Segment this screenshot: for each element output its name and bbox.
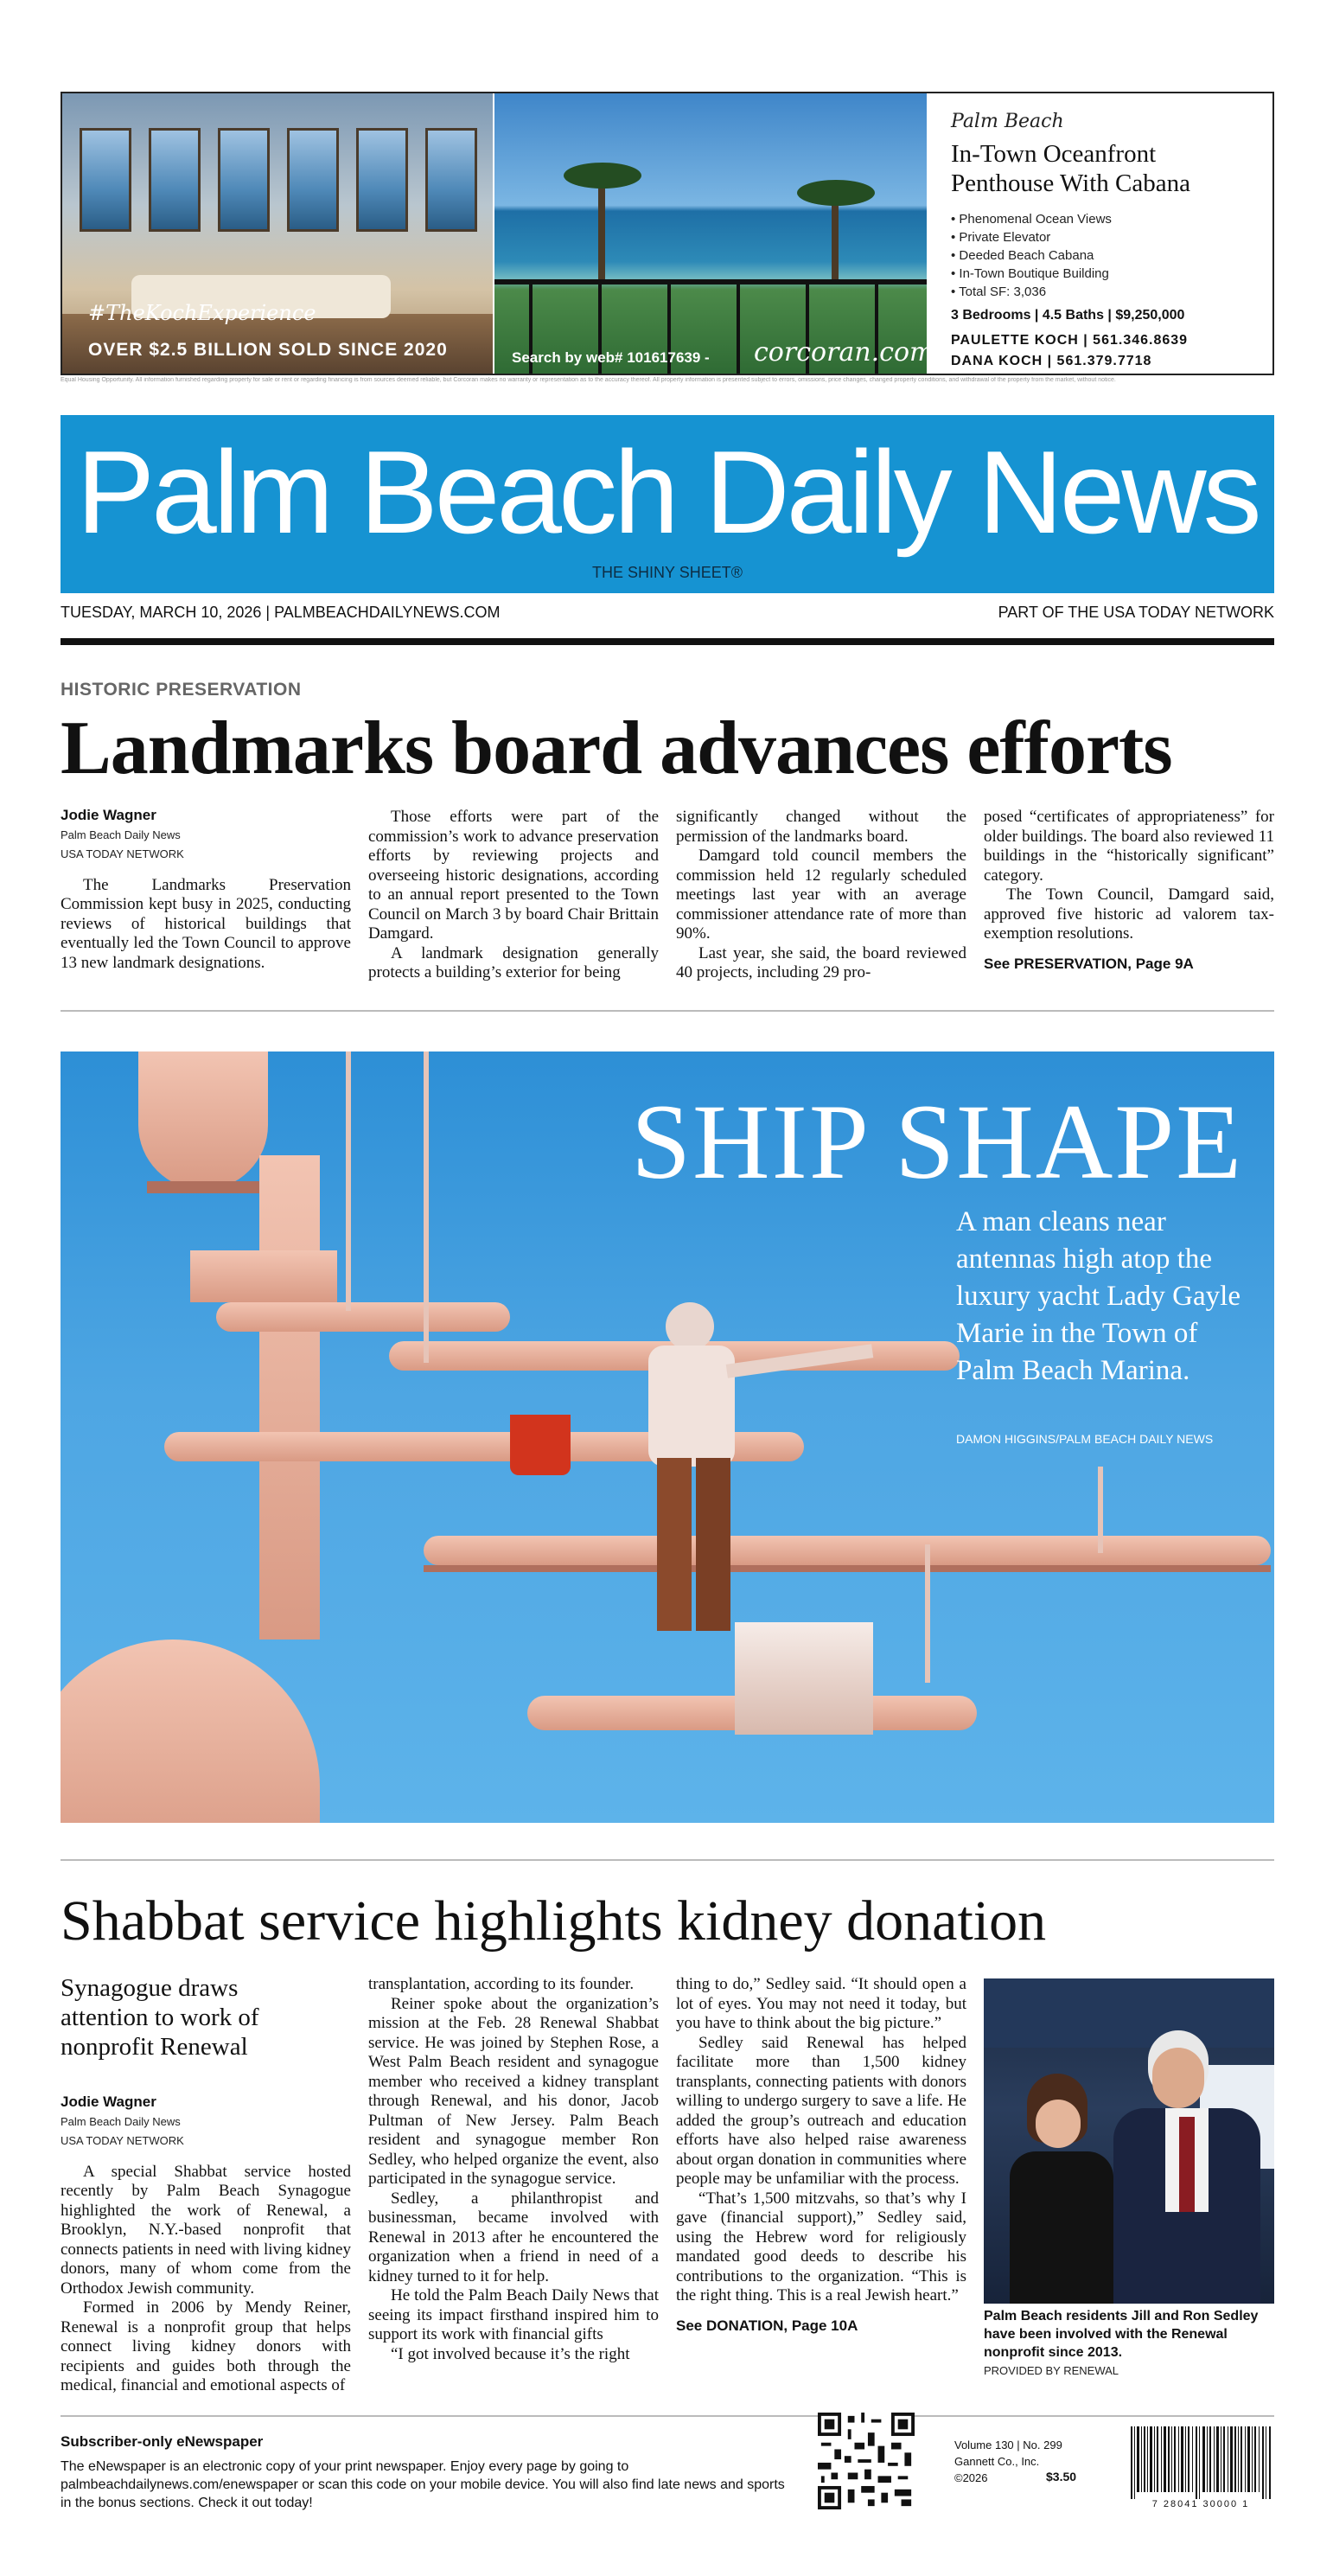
- lead-byline: Jodie Wagner: [61, 807, 156, 823]
- second-paragraph: “I got involved because it’s the right: [391, 2344, 630, 2363]
- lead-paragraph: A landmark designation generally protects a building’s exterior for being: [368, 943, 659, 981]
- ad-sold-tagline: OVER $2.5 BILLION SOLD SINCE 2020: [88, 340, 448, 360]
- photo-credit: DAMON HIGGINS/PALM BEACH DAILY NEWS: [956, 1432, 1214, 1446]
- lead-paragraph: The Landmarks Preservation Commission kept busy in 2025, conducting reviews of historical buildings that eventually led the Town Council to approve 13 new landmark designations.: [61, 875, 351, 972]
- second-paragraph: “That’s 1,500 mitzvahs, so that’s why I gave (financial support),” Sedley said, using the Hebrew word for religiously mandated good deeds to describe his contributions to the organization. “This is the right thing. This is a real Jewish heart.”: [676, 2189, 966, 2304]
- masthead-tagline: THE SHINY SHEET®: [592, 564, 743, 581]
- ad-specs: 3 Bedrooms | 4.5 Baths | $9,250,000: [951, 308, 1185, 323]
- second-paragraph: Formed in 2006 by Mendy Reiner, Renewal is a nonprofit group that helps connect living kidney donors with recipients and guides both through the medical, financial and emotional aspects of: [61, 2298, 351, 2394]
- second-paragraph: Reiner spoke about the organization’s mission at the Feb. 28 Renewal Shabbat service. He was joined by Stephen Rose, a West Palm Beach resident and synagogue member who received a kidney transplant through Renewal, and his donor, Jacob Pultman of New Jersey. Palm Beach resident and synagogue member Ron Sedley, who helped organize the event, also participated in the synagogue service.: [368, 1994, 659, 2188]
- ad-ocean-photo: [494, 93, 927, 374]
- price: $3.50: [1046, 2470, 1077, 2483]
- ad-interior-photo: [62, 93, 493, 374]
- second-paragraph: transplantation, according to its founder.: [368, 1975, 635, 1993]
- lead-paragraph: posed “certificates of appropriateness” for older buildings. The board also reviewed 11 buildings in the “historically significant” category.: [984, 808, 1274, 885]
- second-byline-pub: Palm Beach Daily News: [61, 2114, 181, 2128]
- enewspaper-title: Subscriber-only eNewspaper: [61, 2433, 264, 2450]
- second-column-3: [676, 1975, 966, 2336]
- lead-kicker: HISTORIC PRESERVATION: [61, 680, 302, 700]
- ad-disclaimer: Equal Housing Opportunity. All information furnished regarding property for sale or rent or regarding financing is from sources deemed reliable, but Corcoran makes no warranty or representation as to the accuracy thereof. All property information is presented subject to errors, omissions, price changes, changed property conditions, and withdrawal of the property from the market, without notice.: [61, 377, 1116, 383]
- second-paragraph: Sedley said Renewal has helped facilitate more than 1,500 kidney transplants, connecting patients with donors willing to undergo surgery to save a life. He added the group’s outreach and education efforts have also helped raise awareness about organ donation in communities where people may be unfamiliar with the process.: [676, 2033, 966, 2188]
- second-deck: Synagogue draws attention to work of nonprofit Renewal: [61, 1974, 259, 2061]
- ad-title: In-Town Oceanfront Penthouse With Cabana: [951, 140, 1190, 197]
- ad-hashtag: #TheKochExperience: [88, 301, 316, 325]
- lead-jump-link[interactable]: See PRESERVATION, Page 9A: [984, 955, 1194, 972]
- ad-agent-phone: PAULETTE KOCH | 561.346.8639: [951, 333, 1189, 348]
- dateline: TUESDAY, MARCH 10, 2026 | PALMBEACHDAILYNEWS.COM: [61, 604, 501, 621]
- lead-paragraph: Damgard told council members the commission held 12 regularly scheduled meetings last year with an average commissioner attendance rate of more than 90%.: [676, 847, 966, 943]
- masthead-title: Palm Beach Daily News: [76, 426, 1259, 558]
- ad-location: Palm Beach: [951, 111, 1064, 132]
- ad-agent-phone: DANA KOCH | 561.379.7718: [951, 354, 1152, 368]
- network-label: PART OF THE USA TODAY NETWORK: [998, 604, 1274, 621]
- ad-agents: [951, 330, 1271, 372]
- lead-byline-network: USA TODAY NETWORK: [61, 847, 184, 860]
- lead-column-1: [61, 806, 351, 973]
- sedley-photo: [984, 1978, 1274, 2304]
- lead-headline: Landmarks board advances efforts: [61, 706, 1172, 790]
- enewspaper-body: The eNewspaper is an electronic copy of your print newspaper. Enjoy every page by going to palmbeachdailynews.com/enewspaper or scan this code on your mobile device. You will also find late news and sports in the bonus sections. Check it out today!: [61, 2459, 785, 2510]
- section-divider: [61, 1010, 1274, 1012]
- masthead-rule: [61, 638, 1274, 645]
- ad-feature: • In-Town Boutique Building: [951, 265, 1271, 283]
- lead-paragraph: significantly changed without the permission of the landmarks board.: [676, 808, 966, 846]
- ad-web-number: Search by web# 101617639 -: [512, 349, 710, 366]
- second-column-1: [61, 2093, 351, 2396]
- yacht-photo: [61, 1051, 1274, 1823]
- volume-info: Volume 130 | No. 299 Gannett Co., Inc. ©2026: [954, 2439, 1062, 2484]
- second-jump-link[interactable]: See DONATION, Page 10A: [676, 2317, 858, 2334]
- lead-byline-pub: Palm Beach Daily News: [61, 828, 181, 841]
- sedley-photo-caption: Palm Beach residents Jill and Ron Sedley have been involved with the Renewal nonprofit since 2013.: [984, 2309, 1259, 2360]
- lead-paragraph: The Town Council, Damgard said, approved five historic ad valorem tax-exemption resolutions.: [984, 885, 1274, 943]
- ad-listing-text: [951, 111, 1271, 372]
- second-column-2: [368, 1975, 659, 2364]
- lead-column-2: [368, 808, 659, 983]
- lead-column-4: [984, 808, 1274, 974]
- footer-divider: [61, 2415, 1274, 2417]
- second-byline: Jodie Wagner: [61, 2093, 156, 2110]
- photo-headline: SHIP SHAPE: [631, 1083, 1243, 1201]
- barcode: [1129, 2426, 1272, 2499]
- ad-feature-list: [951, 210, 1271, 301]
- ad-feature: • Total SF: 3,036: [951, 283, 1271, 301]
- second-paragraph: A special Shabbat service hosted recently by Palm Beach Synagogue highlighted the work of Renewal, a Brooklyn, N.Y.-based nonprofit that connects patients in need with living kidney donors, many of whom come from the Orthodox Jewish community.: [61, 2162, 351, 2298]
- lead-column-3: [676, 808, 966, 983]
- real-estate-ad: [61, 92, 1274, 375]
- upc-number: 7 28041 30000 1: [1151, 2499, 1250, 2509]
- lead-paragraph: Last year, she said, the board reviewed 40 projects, including 29 pro-: [676, 943, 966, 981]
- ad-brand-logo: corcoran.com: [754, 337, 934, 368]
- second-headline: Shabbat service highlights kidney donation: [61, 1889, 1047, 1953]
- second-byline-network: USA TODAY NETWORK: [61, 2133, 184, 2147]
- qr-code[interactable]: [818, 2413, 915, 2509]
- second-paragraph: thing to do,” Sedley said. “It should open a lot of eyes. You may not need it today, but you have to think about the big picture.”: [676, 1975, 966, 2032]
- masthead: [61, 415, 1274, 593]
- second-paragraph: He told the Palm Beach Daily News that seeing its impact firsthand inspired him to support its work with financial gifts: [368, 2286, 659, 2343]
- second-paragraph: Sedley, a philanthropist and businessman, became involved with Renewal in 2013 after he encountered the organization when a friend in need of a kidney turned to it for help.: [368, 2189, 659, 2285]
- section-divider: [61, 1859, 1274, 1861]
- ad-feature: • Deeded Beach Cabana: [951, 246, 1271, 265]
- sedley-photo-credit: PROVIDED BY RENEWAL: [984, 2364, 1119, 2377]
- ad-feature: • Private Elevator: [951, 228, 1271, 246]
- ad-feature: • Phenomenal Ocean Views: [951, 210, 1271, 228]
- lead-paragraph: Those efforts were part of the commission’s work to advance preservation efforts by reviewing projects and overseeing historic designations, according to an annual report presented to the Town Council on March 3 by board Chair Brittain Damgard.: [368, 808, 659, 943]
- photo-caption: A man cleans near antennas high atop the luxury yacht Lady Gayle Marie in the Town of Palm Beach Marina.: [956, 1206, 1241, 1386]
